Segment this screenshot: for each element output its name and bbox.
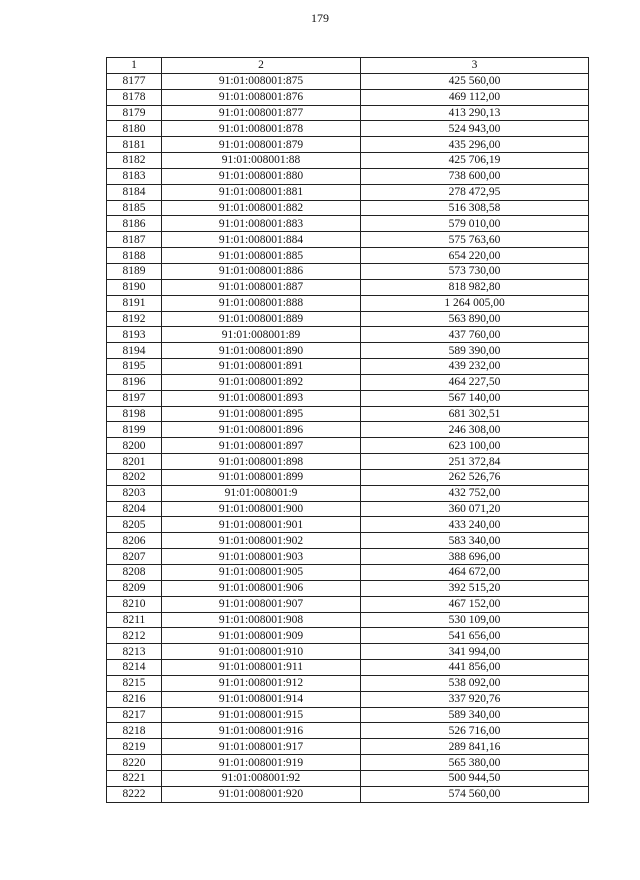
table-row <box>107 755 589 771</box>
table-row <box>107 390 589 406</box>
cadastral-value-cell: 425 706,19 <box>361 153 589 169</box>
row-number-cell: 8198 <box>107 406 162 422</box>
table-row <box>107 121 589 137</box>
cadastral-value-cell: 278 472,95 <box>361 184 589 200</box>
cadastral-number-cell: 91:01:008001:887 <box>162 279 361 295</box>
row-number-cell: 8184 <box>107 184 162 200</box>
table-row <box>107 469 589 485</box>
cadastral-number-cell: 91:01:008001:911 <box>162 660 361 676</box>
table-row <box>107 501 589 517</box>
cadastral-number-cell: 91:01:008001:909 <box>162 628 361 644</box>
cadastral-number-cell: 91:01:008001:899 <box>162 469 361 485</box>
table-row <box>107 691 589 707</box>
cadastral-value-cell: 589 390,00 <box>361 343 589 359</box>
table-row <box>107 739 589 755</box>
cadastral-value-cell: 565 380,00 <box>361 755 589 771</box>
cadastral-value-cell: 251 372,84 <box>361 454 589 470</box>
table-row <box>107 105 589 121</box>
row-number-cell: 8183 <box>107 168 162 184</box>
table-row <box>107 549 589 565</box>
cadastral-value-cell: 538 092,00 <box>361 675 589 691</box>
cadastral-value-cell: 467 152,00 <box>361 596 589 612</box>
row-number-cell: 8194 <box>107 343 162 359</box>
cadastral-number-cell: 91:01:008001:917 <box>162 739 361 755</box>
row-number-cell: 8189 <box>107 263 162 279</box>
cadastral-number-cell: 91:01:008001:897 <box>162 438 361 454</box>
cadastral-value-cell: 360 071,20 <box>361 501 589 517</box>
cadastral-value-cell: 413 290,13 <box>361 105 589 121</box>
table-row <box>107 89 589 105</box>
cadastral-value-cell: 388 696,00 <box>361 549 589 565</box>
cadastral-value-cell: 262 526,76 <box>361 469 589 485</box>
cadastral-number-cell: 91:01:008001:880 <box>162 168 361 184</box>
table-row <box>107 580 589 596</box>
cadastral-value-cell: 567 140,00 <box>361 390 589 406</box>
row-number-cell: 8193 <box>107 327 162 343</box>
cadastral-number-cell: 91:01:008001:886 <box>162 263 361 279</box>
cadastral-value-cell: 526 716,00 <box>361 723 589 739</box>
row-number-cell: 8192 <box>107 311 162 327</box>
table-row <box>107 485 589 501</box>
row-number-cell: 8182 <box>107 153 162 169</box>
cadastral-number-cell: 91:01:008001:907 <box>162 596 361 612</box>
cadastral-value-cell: 623 100,00 <box>361 438 589 454</box>
table-row <box>107 168 589 184</box>
cadastral-number-cell: 91:01:008001:89 <box>162 327 361 343</box>
cadastral-number-cell: 91:01:008001:881 <box>162 184 361 200</box>
cadastral-value-cell: 589 340,00 <box>361 707 589 723</box>
cadastral-value-cell: 433 240,00 <box>361 517 589 533</box>
table-row <box>107 73 589 89</box>
cadastral-number-cell: 91:01:008001:900 <box>162 501 361 517</box>
cadastral-value-cell: 464 227,50 <box>361 374 589 390</box>
row-number-cell: 8197 <box>107 390 162 406</box>
cadastral-number-cell: 91:01:008001:891 <box>162 359 361 375</box>
table-row <box>107 707 589 723</box>
row-number-cell: 8199 <box>107 422 162 438</box>
cadastral-number-cell: 91:01:008001:888 <box>162 295 361 311</box>
row-number-cell: 8205 <box>107 517 162 533</box>
cadastral-number-cell: 91:01:008001:882 <box>162 200 361 216</box>
row-number-cell: 8217 <box>107 707 162 723</box>
cadastral-number-cell: 91:01:008001:902 <box>162 533 361 549</box>
cadastral-value-cell: 530 109,00 <box>361 612 589 628</box>
cadastral-number-cell: 91:01:008001:875 <box>162 73 361 89</box>
row-number-cell: 8209 <box>107 580 162 596</box>
cadastral-value-cell: 583 340,00 <box>361 533 589 549</box>
cadastral-number-cell: 91:01:008001:916 <box>162 723 361 739</box>
row-number-cell: 8214 <box>107 660 162 676</box>
table-row <box>107 327 589 343</box>
cadastral-value-cell: 441 856,00 <box>361 660 589 676</box>
table-row <box>107 533 589 549</box>
row-number-cell: 8187 <box>107 232 162 248</box>
cadastral-number-cell: 91:01:008001:905 <box>162 565 361 581</box>
cadastral-number-cell: 91:01:008001:885 <box>162 248 361 264</box>
cadastral-number-cell: 91:01:008001:879 <box>162 137 361 153</box>
row-number-cell: 8188 <box>107 248 162 264</box>
table-row <box>107 565 589 581</box>
row-number-cell: 8200 <box>107 438 162 454</box>
table-row <box>107 374 589 390</box>
table-row <box>107 612 589 628</box>
table-row <box>107 295 589 311</box>
cadastral-number-cell: 91:01:008001:883 <box>162 216 361 232</box>
cadastral-number-cell: 91:01:008001:890 <box>162 343 361 359</box>
table-row <box>107 675 589 691</box>
cadastral-number-cell: 91:01:008001:912 <box>162 675 361 691</box>
cadastral-value-cell: 574 560,00 <box>361 786 589 802</box>
row-number-cell: 8202 <box>107 469 162 485</box>
table-row <box>107 660 589 676</box>
column-header-1: 1 <box>107 58 162 74</box>
row-number-cell: 8204 <box>107 501 162 517</box>
table-row <box>107 406 589 422</box>
cadastral-value-cell: 435 296,00 <box>361 137 589 153</box>
row-number-cell: 8185 <box>107 200 162 216</box>
cadastral-value-cell: 341 994,00 <box>361 644 589 660</box>
cadastral-value-cell: 439 232,00 <box>361 359 589 375</box>
row-number-cell: 8179 <box>107 105 162 121</box>
cadastral-value-cell: 500 944,50 <box>361 770 589 786</box>
cadastral-number-cell: 91:01:008001:884 <box>162 232 361 248</box>
row-number-cell: 8222 <box>107 786 162 802</box>
row-number-cell: 8191 <box>107 295 162 311</box>
cadastral-value-cell: 524 943,00 <box>361 121 589 137</box>
cadastral-number-cell: 91:01:008001:88 <box>162 153 361 169</box>
row-number-cell: 8207 <box>107 549 162 565</box>
table-row <box>107 200 589 216</box>
table-header-row <box>107 58 589 74</box>
table-row <box>107 723 589 739</box>
column-header-2: 2 <box>162 58 361 74</box>
row-number-cell: 8196 <box>107 374 162 390</box>
cadastral-value-cell: 654 220,00 <box>361 248 589 264</box>
row-number-cell: 8178 <box>107 89 162 105</box>
cadastral-number-cell: 91:01:008001:906 <box>162 580 361 596</box>
cadastral-value-cell: 1 264 005,00 <box>361 295 589 311</box>
cadastral-number-cell: 91:01:008001:9 <box>162 485 361 501</box>
cadastral-value-cell: 469 112,00 <box>361 89 589 105</box>
cadastral-value-cell: 392 515,20 <box>361 580 589 596</box>
cadastral-number-cell: 91:01:008001:908 <box>162 612 361 628</box>
table-row <box>107 596 589 612</box>
table-row <box>107 628 589 644</box>
cadastral-number-cell: 91:01:008001:901 <box>162 517 361 533</box>
table-row <box>107 184 589 200</box>
row-number-cell: 8219 <box>107 739 162 755</box>
cadastral-number-cell: 91:01:008001:876 <box>162 89 361 105</box>
cadastral-value-cell: 573 730,00 <box>361 263 589 279</box>
table-row <box>107 644 589 660</box>
cadastral-number-cell: 91:01:008001:903 <box>162 549 361 565</box>
cadastral-value-cell: 464 672,00 <box>361 565 589 581</box>
row-number-cell: 8195 <box>107 359 162 375</box>
cadastral-value-cell: 575 763,60 <box>361 232 589 248</box>
table-row <box>107 359 589 375</box>
table-row <box>107 454 589 470</box>
table-row <box>107 786 589 802</box>
cadastral-value-cell: 437 760,00 <box>361 327 589 343</box>
table-row <box>107 279 589 295</box>
cadastral-number-cell: 91:01:008001:889 <box>162 311 361 327</box>
cadastral-value-cell: 432 752,00 <box>361 485 589 501</box>
cadastral-number-cell: 91:01:008001:92 <box>162 770 361 786</box>
row-number-cell: 8213 <box>107 644 162 660</box>
table-row <box>107 153 589 169</box>
row-number-cell: 8201 <box>107 454 162 470</box>
cadastral-number-cell: 91:01:008001:892 <box>162 374 361 390</box>
table-row <box>107 216 589 232</box>
row-number-cell: 8208 <box>107 565 162 581</box>
cadastral-value-cell: 681 302,51 <box>361 406 589 422</box>
cadastral-value-cell: 818 982,80 <box>361 279 589 295</box>
row-number-cell: 8221 <box>107 770 162 786</box>
cadastral-number-cell: 91:01:008001:920 <box>162 786 361 802</box>
row-number-cell: 8180 <box>107 121 162 137</box>
table-row <box>107 422 589 438</box>
table-row <box>107 263 589 279</box>
table-row <box>107 137 589 153</box>
row-number-cell: 8218 <box>107 723 162 739</box>
table-row <box>107 248 589 264</box>
cadastral-value-cell: 425 560,00 <box>361 73 589 89</box>
cadastral-number-cell: 91:01:008001:919 <box>162 755 361 771</box>
cadastral-value-cell: 738 600,00 <box>361 168 589 184</box>
row-number-cell: 8190 <box>107 279 162 295</box>
table-body <box>107 73 589 802</box>
row-number-cell: 8212 <box>107 628 162 644</box>
row-number-cell: 8220 <box>107 755 162 771</box>
row-number-cell: 8210 <box>107 596 162 612</box>
table-row <box>107 438 589 454</box>
cadastral-number-cell: 91:01:008001:915 <box>162 707 361 723</box>
row-number-cell: 8186 <box>107 216 162 232</box>
cadastral-value-cell: 246 308,00 <box>361 422 589 438</box>
cadastral-value-cell: 563 890,00 <box>361 311 589 327</box>
cadastral-number-cell: 91:01:008001:896 <box>162 422 361 438</box>
cadastral-number-cell: 91:01:008001:895 <box>162 406 361 422</box>
cadastral-value-cell: 516 308,58 <box>361 200 589 216</box>
table-row <box>107 232 589 248</box>
cadastral-value-cell: 541 656,00 <box>361 628 589 644</box>
row-number-cell: 8206 <box>107 533 162 549</box>
table-row <box>107 311 589 327</box>
row-number-cell: 8216 <box>107 691 162 707</box>
table-row <box>107 517 589 533</box>
cadastral-number-cell: 91:01:008001:878 <box>162 121 361 137</box>
cadastral-number-cell: 91:01:008001:893 <box>162 390 361 406</box>
row-number-cell: 8181 <box>107 137 162 153</box>
cadastral-value-cell: 289 841,16 <box>361 739 589 755</box>
cadastral-number-cell: 91:01:008001:898 <box>162 454 361 470</box>
column-header-3: 3 <box>361 58 589 74</box>
table-row <box>107 343 589 359</box>
cadastral-number-cell: 91:01:008001:910 <box>162 644 361 660</box>
table-row <box>107 770 589 786</box>
row-number-cell: 8177 <box>107 73 162 89</box>
page-number: 179 <box>311 11 329 25</box>
row-number-cell: 8215 <box>107 675 162 691</box>
cadastral-number-cell: 91:01:008001:877 <box>162 105 361 121</box>
cadastral-value-cell: 579 010,00 <box>361 216 589 232</box>
cadastral-value-table <box>106 57 589 803</box>
row-number-cell: 8211 <box>107 612 162 628</box>
cadastral-value-cell: 337 920,76 <box>361 691 589 707</box>
row-number-cell: 8203 <box>107 485 162 501</box>
cadastral-number-cell: 91:01:008001:914 <box>162 691 361 707</box>
